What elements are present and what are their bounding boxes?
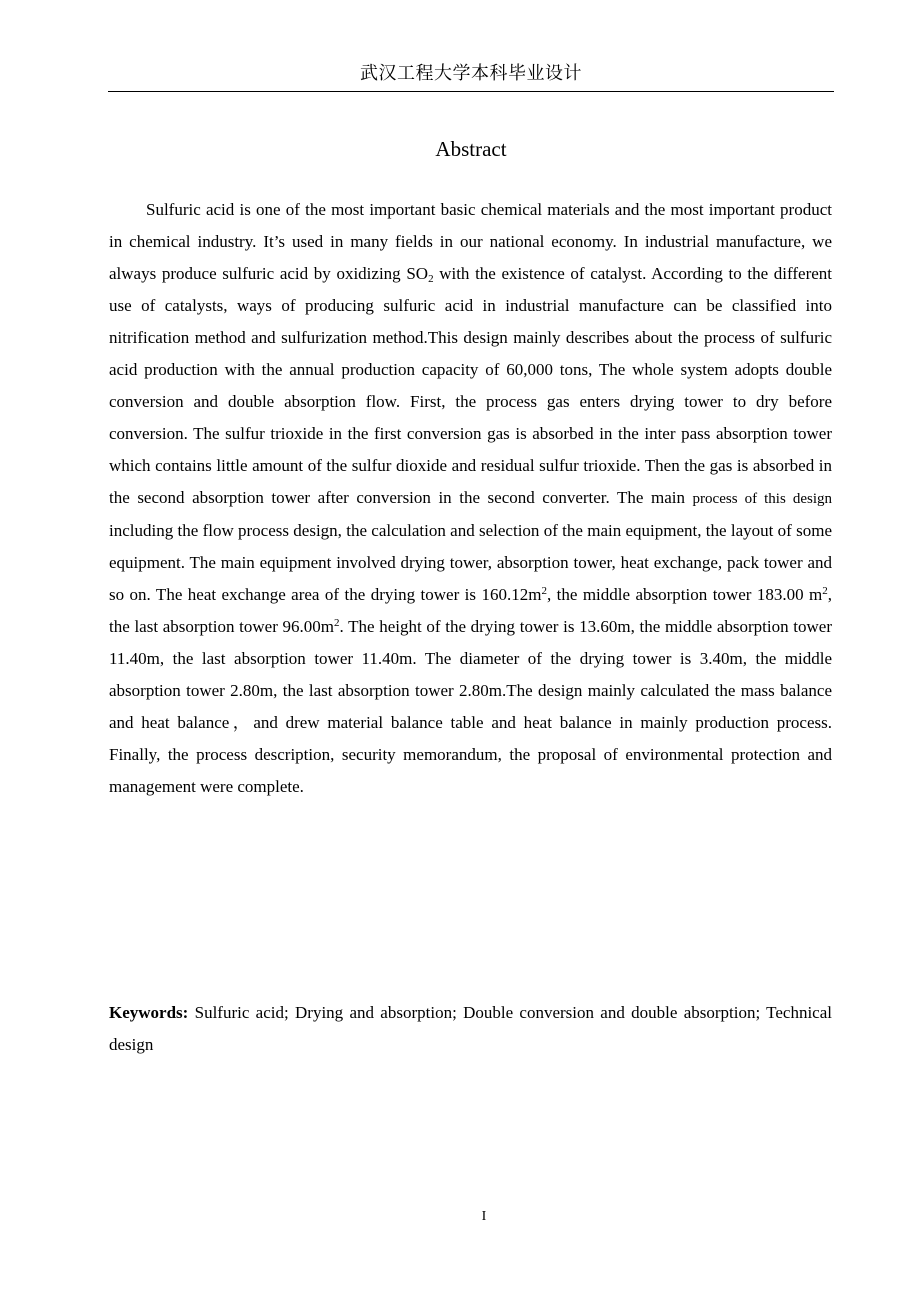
abstract-text-5: , the middle absorption tower 183.00 m: [546, 585, 823, 604]
keywords-label: Keywords:: [109, 1003, 189, 1022]
abstract-body: [109, 194, 832, 803]
running-header: 武汉工程大学本科毕业设计: [360, 63, 582, 84]
keywords-text: Sulfuric acid; Drying and absorption; Double conversion and double absorption; Technical design: [109, 1003, 832, 1054]
abstract-text-1: Sulfuric acid is one of the most important basic chemical materials and the most important product in chemical industry. It’s used in many fields in our national economy. In industrial manufacture, we always produce sulfuric acid by oxidizing SO: [109, 200, 832, 283]
m2-superscript-1: 2: [541, 585, 547, 597]
header-rule: [108, 91, 834, 92]
abstract-heading: Abstract: [435, 137, 507, 161]
abstract-text-6: , the last absorption tower 96.00m: [109, 585, 832, 636]
abstract-text-7: . The height of the drying tower is 13.60m, the middle absorption tower 11.40m, the last absorption tower 11.40m. The diameter of the drying tower is 3.40m, the middle absorption tower 2.80m, the last absorption tower 2.80m.The design mainly calculated the mass balance and heat balance，and drew material balance table and heat balance in mainly production process. Finally, the process description, security memorandum, the proposal of environmental protection and management were complete.: [109, 617, 832, 796]
so2-subscript: 2: [428, 273, 434, 285]
keywords-paragraph: [109, 997, 832, 1061]
abstract-text-4: including the flow process design, the calculation and selection of the main equipment, the layout of some equipment. The main equipment involved drying tower, absorption tower, heat exchange, pack tower and so on. The heat exchange area of the drying tower is 160.12m: [109, 521, 832, 604]
m2-superscript-3: 2: [334, 617, 340, 629]
page-number: I: [481, 1209, 487, 1224]
m2-superscript-2: 2: [822, 585, 828, 597]
abstract-text-3-small: process of this design: [692, 491, 832, 507]
abstract-text-2: with the existence of catalyst. According to the different use of catalysts, ways of producing sulfuric acid in industrial manufacture can be classified into nitrification method and sulfurization method.This design mainly describes about the process of sulfuric acid production with the annual production capacity of 60,000 tons, The whole system adopts double conversion and double absorption flow. First, the process gas enters drying tower to dry before conversion. The sulfur trioxide in the first conversion gas is absorbed in the inter pass absorption tower which contains little amount of the sulfur dioxide and residual sulfur trioxide. Then the gas is absorbed in the second absorption tower after conversion in the second converter. The main: [109, 264, 832, 507]
